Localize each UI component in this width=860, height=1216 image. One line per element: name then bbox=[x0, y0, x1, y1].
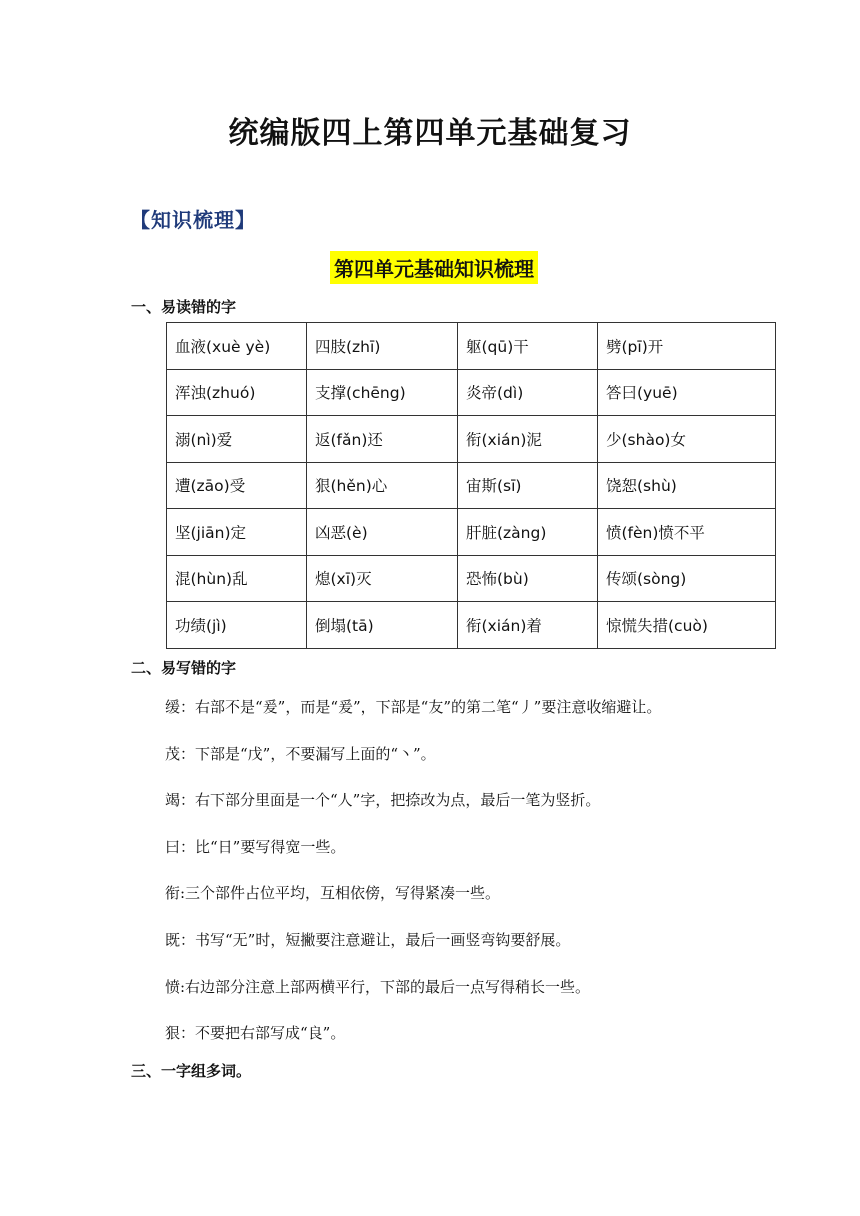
table-cell: 惊慌失措(cuò) bbox=[598, 602, 776, 649]
table-cell: 传颂(sòng) bbox=[598, 555, 776, 602]
writing-notes bbox=[165, 696, 805, 1069]
table-cell: 功绩(jì) bbox=[167, 602, 307, 649]
table-row bbox=[167, 509, 776, 556]
table-cell: 衔(xián)泥 bbox=[458, 416, 598, 463]
table-cell: 混(hùn)乱 bbox=[167, 555, 307, 602]
table-cell: 躯(qū)干 bbox=[458, 323, 598, 370]
table-cell: 血液(xuè yè) bbox=[167, 323, 307, 370]
page-title: 统编版四上第四单元基础复习 bbox=[228, 116, 632, 151]
note-item: 曰：比“日”要写得宽一些。 bbox=[165, 837, 346, 856]
table-cell: 劈(pī)开 bbox=[598, 323, 776, 370]
table-cell: 愤(fèn)愤不平 bbox=[598, 509, 776, 556]
note-item: 茂：下部是“戊”，不要漏写上面的“丶”。 bbox=[165, 744, 436, 763]
table-cell: 支撑(chēng) bbox=[307, 369, 458, 416]
table-cell: 肝脏(zàng) bbox=[458, 509, 598, 556]
section1-heading: 一、易读错的字 bbox=[131, 298, 237, 316]
table-cell: 溺(nì)爱 bbox=[167, 416, 307, 463]
table-cell: 浑浊(zhuó) bbox=[167, 369, 307, 416]
note-item: 狠：不要把右部写成“良”。 bbox=[165, 1024, 346, 1043]
section2-heading: 二、易写错的字 bbox=[131, 659, 237, 677]
table-cell: 熄(xī)灭 bbox=[307, 555, 458, 602]
table-row bbox=[167, 555, 776, 602]
table-cell: 宙斯(sī) bbox=[458, 462, 598, 509]
note-item: 缓：右部不是“爰”，而是“爰”，下部是“友”的第二笔“丿”要注意收缩避让。 bbox=[165, 698, 662, 716]
table-cell: 坚(jiān)定 bbox=[167, 509, 307, 556]
table-cell: 少(shào)女 bbox=[598, 416, 776, 463]
highlight-title: 第四单元基础知识梳理 bbox=[330, 251, 538, 284]
pinyin-table bbox=[166, 322, 776, 649]
table-row bbox=[167, 462, 776, 509]
table-cell: 狠(hěn)心 bbox=[307, 462, 458, 509]
table-cell: 返(fǎn)还 bbox=[307, 416, 458, 463]
table-cell: 凶恶(è) bbox=[307, 509, 458, 556]
table-row bbox=[167, 416, 776, 463]
table-cell: 答曰(yuē) bbox=[598, 369, 776, 416]
note-item: 竭：右下部分里面是一个“人”字，把捺改为点，最后一笔为竖折。 bbox=[165, 791, 601, 810]
table-row bbox=[167, 369, 776, 416]
note-item: 愤:右边部分注意上部两横平行，下部的最后一点写得稍长一些。 bbox=[165, 977, 591, 996]
note-item: 既：书写“无”时，短撇要注意避让，最后一画竖弯钩要舒展。 bbox=[165, 930, 571, 949]
table-cell: 倒塌(tā) bbox=[307, 602, 458, 649]
table-row bbox=[167, 323, 776, 370]
note-item: 衔:三个部件占位平均，互相依傍，写得紧凑一些。 bbox=[165, 884, 501, 903]
table-cell: 遭(zāo)受 bbox=[167, 462, 307, 509]
section-tag: 【知识梳理】 bbox=[130, 208, 256, 232]
table-cell: 衔(xián)着 bbox=[458, 602, 598, 649]
table-cell: 饶恕(shù) bbox=[598, 462, 776, 509]
table-cell: 四肢(zhī) bbox=[307, 323, 458, 370]
table-cell: 炎帝(dì) bbox=[458, 369, 598, 416]
table-cell: 恐怖(bù) bbox=[458, 555, 598, 602]
section3-heading: 三、一字组多词。 bbox=[131, 1062, 252, 1080]
table-row bbox=[167, 602, 776, 649]
